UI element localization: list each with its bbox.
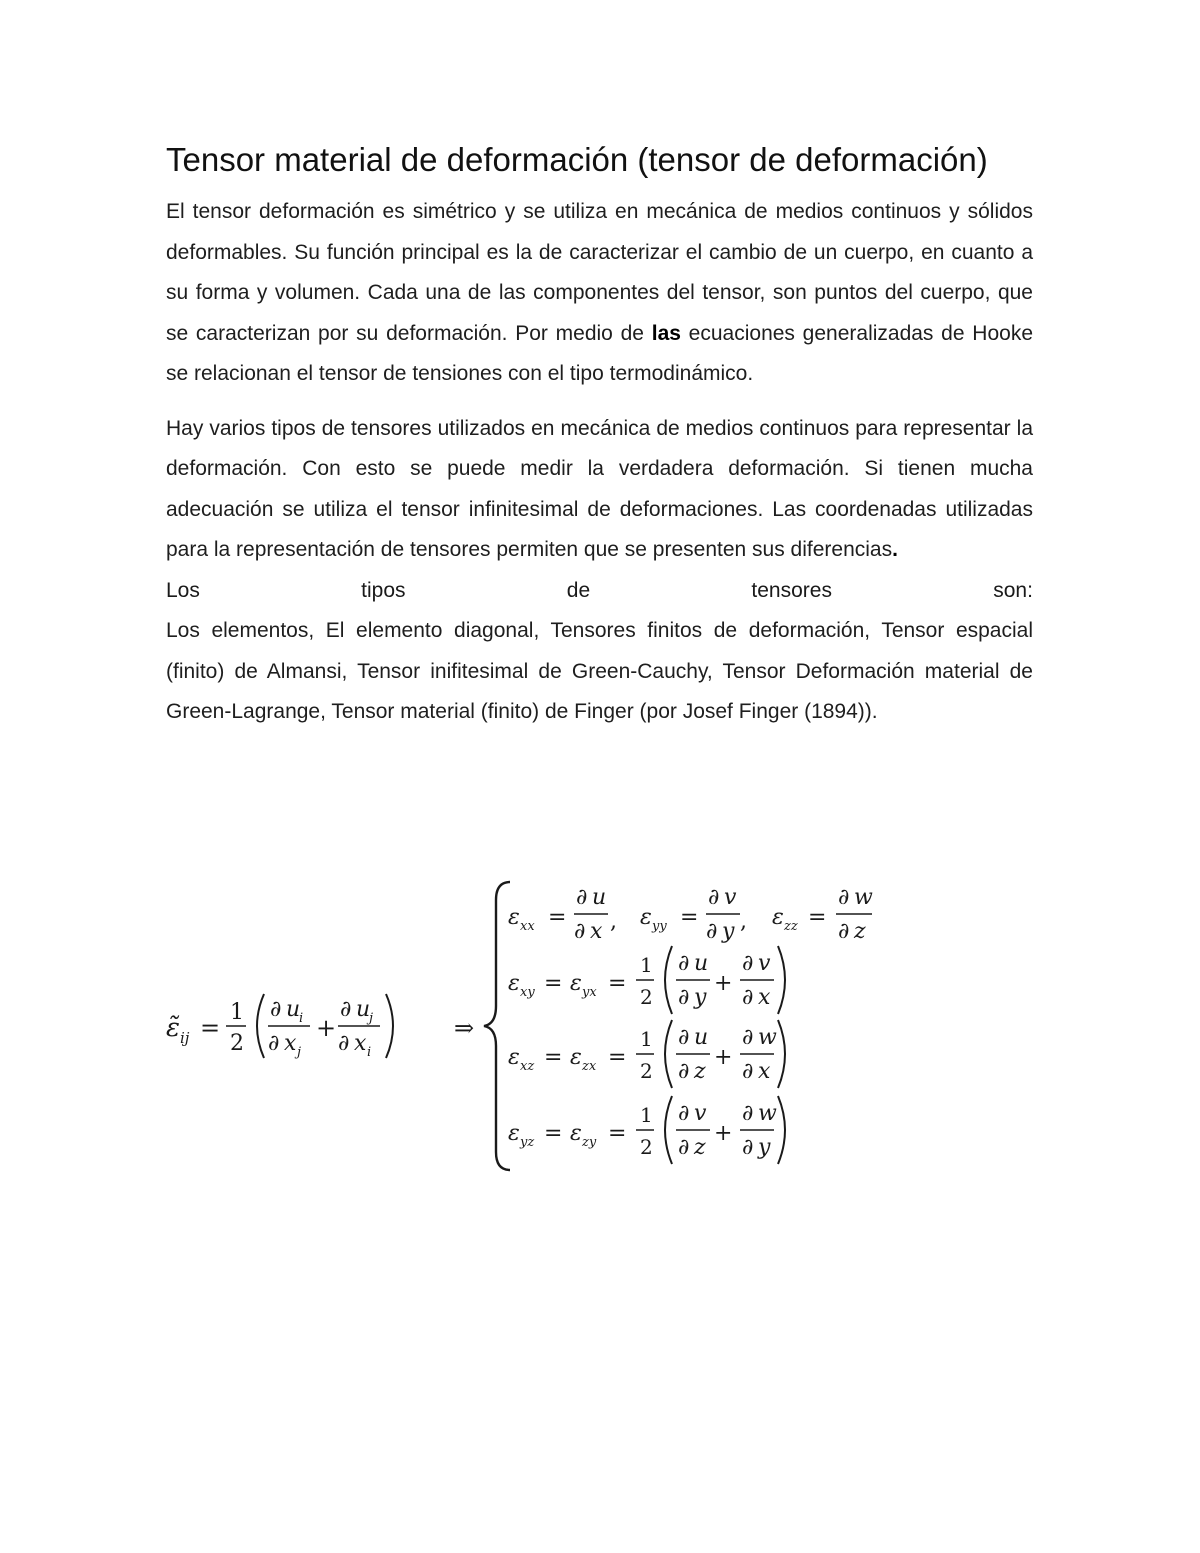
partial-symbol: ∂ bbox=[742, 1059, 754, 1084]
var: u bbox=[694, 1025, 709, 1050]
var: v bbox=[694, 1101, 707, 1126]
types-word: tensores bbox=[751, 578, 832, 602]
partial-symbol: ∂ bbox=[742, 951, 754, 976]
partial-symbol: ∂ bbox=[678, 985, 690, 1010]
equals-sign: = bbox=[808, 905, 827, 930]
paragraph-types-text: Hay varios tipos de tensores utilizados en mecánica de medios continuos para representar la deformación. Con esto se puede medir la verdadera deformación. Si tienen mucha adecuación se utiliza el tensor infinitesimal de deformaciones. Las coordenadas utilizadas para la representación de tensores permiten que se presenten sus diferencias bbox=[166, 416, 1033, 561]
equals-sign: = bbox=[544, 971, 563, 996]
partial-symbol: ∂ bbox=[338, 1031, 350, 1056]
system-row-1 bbox=[508, 885, 873, 944]
subscript: xz bbox=[520, 1059, 535, 1074]
subscript: i bbox=[299, 1011, 304, 1026]
partial-symbol: ∂ bbox=[678, 1059, 690, 1084]
right-paren bbox=[778, 946, 785, 1014]
partial-symbol: ∂ bbox=[678, 1101, 690, 1126]
subscript: i bbox=[367, 1045, 372, 1060]
types-word: de bbox=[566, 578, 591, 602]
partial-symbol: ∂ bbox=[678, 1025, 690, 1050]
subscript: xx bbox=[520, 919, 535, 934]
var: y bbox=[694, 985, 707, 1010]
var: z bbox=[694, 1059, 706, 1084]
var: y bbox=[722, 919, 735, 944]
right-paren bbox=[778, 1020, 785, 1088]
subscript: zy bbox=[582, 1135, 597, 1150]
var: u bbox=[356, 997, 371, 1022]
epsilon: ε bbox=[508, 905, 520, 930]
epsilon: ε bbox=[640, 905, 652, 930]
plus-sign: + bbox=[714, 1121, 733, 1146]
var: v bbox=[724, 885, 737, 910]
left-paren bbox=[665, 946, 672, 1014]
system-brace bbox=[484, 882, 510, 1170]
var: u bbox=[286, 997, 301, 1022]
left-paren bbox=[665, 1096, 672, 1164]
half-numerator: 1 bbox=[640, 1103, 653, 1127]
var: w bbox=[854, 885, 873, 910]
types-intro-line bbox=[166, 571, 1033, 612]
equals-sign: = bbox=[548, 905, 567, 930]
bold-period: . bbox=[892, 538, 898, 561]
equation-svg bbox=[160, 876, 900, 1176]
var: z bbox=[694, 1135, 706, 1160]
partial-symbol: ∂ bbox=[742, 1101, 754, 1126]
epsilon: ε bbox=[570, 1045, 582, 1070]
plus-sign: + bbox=[714, 971, 733, 996]
types-word: Los bbox=[166, 578, 200, 602]
subscript: j bbox=[369, 1011, 374, 1026]
partial-symbol: ∂ bbox=[742, 985, 754, 1010]
paragraph-types bbox=[166, 409, 1033, 571]
paragraph-intro-text: El tensor deformación es simétrico y se utiliza en mecánica de medios continuos y sólidos deformables. Su función principal es la de caracterizar el cambio de un cuerpo, en cuanto a su forma y volumen. Cada una de las componentes del tensor, son puntos del cuerpo, que se caracterizan por su deformación. Por medio de bbox=[166, 200, 1033, 345]
var: x bbox=[354, 1031, 367, 1056]
half-numerator: 1 bbox=[640, 953, 653, 977]
strain-equation-image bbox=[160, 876, 900, 1176]
var: y bbox=[758, 1135, 771, 1160]
tensor-types-list: Los elementos, El elemento diagonal, Tensores finitos de deformación, Tensor espacial (finito) de Almansi, Tensor inifitesimal de Green-Cauchy, Tensor Deformación material de Green-Lagrange, Tensor material (finito) de Finger (por Josef Finger (1894)). bbox=[166, 619, 1033, 723]
var: v bbox=[758, 951, 771, 976]
system-row-4 bbox=[508, 1096, 785, 1164]
subscript: j bbox=[297, 1045, 302, 1060]
plus-sign: + bbox=[316, 1014, 337, 1042]
lhs-index: ij bbox=[180, 1029, 190, 1047]
implies-arrow: ⇒ bbox=[454, 1014, 475, 1042]
equals-sign: = bbox=[608, 971, 627, 996]
equals-sign: = bbox=[608, 1121, 627, 1146]
var: x bbox=[590, 919, 603, 944]
page-title: Tensor material de deformación (tensor de deformación) bbox=[166, 141, 988, 178]
epsilon: ε bbox=[772, 905, 784, 930]
comma: , bbox=[740, 909, 747, 934]
partial-symbol: ∂ bbox=[678, 951, 690, 976]
epsilon: ε bbox=[508, 1121, 520, 1146]
partial-symbol: ∂ bbox=[742, 1025, 754, 1050]
subscript: zx bbox=[582, 1059, 597, 1074]
var: u bbox=[592, 885, 607, 910]
subscript: yz bbox=[520, 1135, 535, 1150]
epsilon: ε bbox=[508, 971, 520, 996]
half-numerator: 1 bbox=[640, 1027, 653, 1051]
partial-symbol: ∂ bbox=[268, 1031, 280, 1056]
var: x bbox=[284, 1031, 297, 1056]
equals-sign: = bbox=[200, 1014, 221, 1042]
document-page bbox=[166, 138, 1033, 747]
var: w bbox=[758, 1025, 777, 1050]
equals-sign: = bbox=[608, 1045, 627, 1070]
half-numerator: 1 bbox=[230, 1000, 244, 1025]
var: w bbox=[758, 1101, 777, 1126]
subscript: zz bbox=[784, 919, 798, 934]
system-row-2 bbox=[508, 946, 785, 1014]
var: x bbox=[758, 1059, 771, 1084]
half-denominator: 2 bbox=[230, 1031, 244, 1056]
paragraph-intro bbox=[166, 192, 1033, 395]
epsilon: ε bbox=[508, 1045, 520, 1070]
epsilon: ε bbox=[570, 1121, 582, 1146]
partial-symbol: ∂ bbox=[838, 919, 850, 944]
var: z bbox=[854, 919, 866, 944]
plus-sign: + bbox=[714, 1045, 733, 1070]
equals-sign: = bbox=[544, 1045, 563, 1070]
partial-symbol: ∂ bbox=[706, 919, 718, 944]
partial-symbol: ∂ bbox=[576, 885, 588, 910]
lhs-symbol: ε̃ bbox=[166, 1013, 180, 1043]
right-paren bbox=[778, 1096, 785, 1164]
subscript: yy bbox=[652, 919, 667, 934]
system-row-3 bbox=[508, 1020, 785, 1088]
epsilon: ε bbox=[570, 971, 582, 996]
paragraph-intro-text-end: ecuaciones generalizadas de Hooke se relacionan el tensor de tensiones con el tipo termodinámico. bbox=[166, 321, 1033, 385]
types-word: son: bbox=[993, 578, 1033, 602]
partial-symbol: ∂ bbox=[270, 997, 282, 1022]
var: x bbox=[758, 985, 771, 1010]
equals-sign: = bbox=[544, 1121, 563, 1146]
partial-symbol: ∂ bbox=[742, 1135, 754, 1160]
types-word: tipos bbox=[361, 578, 406, 602]
comma: , bbox=[610, 909, 617, 934]
bold-word: las bbox=[651, 321, 681, 345]
half-denominator: 2 bbox=[640, 1135, 653, 1159]
left-paren bbox=[257, 994, 264, 1058]
partial-symbol: ∂ bbox=[678, 1135, 690, 1160]
lhs-equation bbox=[166, 994, 393, 1060]
subscript: xy bbox=[520, 985, 535, 1000]
right-paren bbox=[386, 994, 393, 1058]
half-denominator: 2 bbox=[640, 1059, 653, 1083]
var: u bbox=[694, 951, 709, 976]
partial-symbol: ∂ bbox=[574, 919, 586, 944]
equals-sign: = bbox=[680, 905, 699, 930]
partial-symbol: ∂ bbox=[838, 885, 850, 910]
partial-symbol: ∂ bbox=[708, 885, 720, 910]
partial-symbol: ∂ bbox=[340, 997, 352, 1022]
subscript: yx bbox=[582, 985, 597, 1000]
left-paren bbox=[665, 1020, 672, 1088]
half-denominator: 2 bbox=[640, 985, 653, 1009]
